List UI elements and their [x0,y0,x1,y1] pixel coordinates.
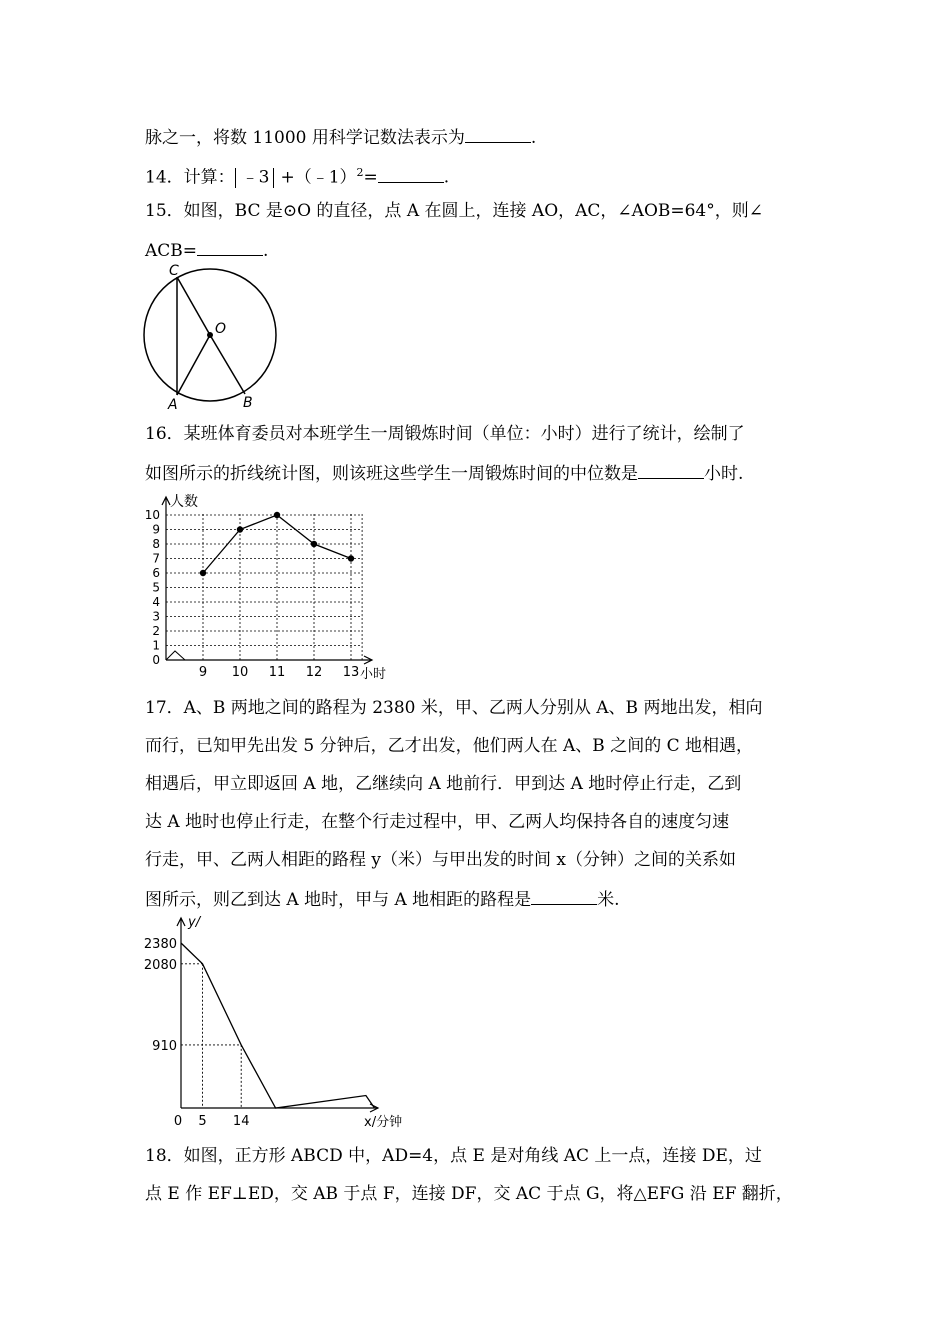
x-tick-label: 11 [268,665,286,680]
text-line-17: 17．A、B 两地之间的路程为 2380 米，甲、乙两人分别从 A、B 两地出发，相向 [145,698,763,718]
segment-ao [177,335,210,395]
y-tick-label: 5 [152,580,160,595]
y-tick-label: 4 [152,595,160,609]
abs-open [235,168,242,188]
y-axis-label: 人数 [170,494,198,510]
y-tick-label: 0 [152,653,160,667]
x-tick-label: 0 [173,1114,183,1129]
exponent: 2 [356,166,364,179]
x-axis-label: 小时 [360,667,387,682]
x-tick-label: 10 [231,665,249,680]
line-12-text: 图所示，则乙到达 A 地时，甲与 A 地相距的路程是 [145,890,532,910]
answer-blank-16[interactable] [638,461,704,479]
y-tick-label: 1 [152,638,160,653]
data-point [237,526,243,532]
y-axis-label: y/ [188,915,201,930]
x-axis-label: x/分钟 [364,1115,403,1130]
data-point [311,541,317,547]
label-c: C [169,263,179,279]
y-tick-label: 9 [152,522,160,537]
circle-figure [135,260,285,410]
answer-blank-15[interactable] [197,238,263,256]
segment-co [177,277,210,335]
acb-label: ACB= [145,241,198,261]
text-line-17d: 达 A 地时也停止行走，在整个行走过程中，甲、乙两人均保持各自的速度匀速 [145,812,730,832]
answer-blank-17[interactable] [531,887,597,905]
y-tick-label: 7 [152,551,160,566]
x-tick-label: 9 [198,665,208,680]
text-line-15b [145,238,268,262]
line-6-text: 如图所示的折线统计图，则该班这些学生一周锻炼时间的中位数是 [145,464,638,484]
text-line-16b [145,461,743,485]
y-tick-label: 2 [152,624,160,638]
line-1-text: 脉之一，将数 11000 用科学记数法表示为 [145,128,465,148]
line-4-end: . [263,241,269,261]
label-b: B [243,395,253,410]
line-1-end: . [530,128,537,148]
x-tick-label: 5 [198,1114,207,1129]
text-line-18: 18．如图，正方形 ABCD 中，AD=4，点 E 是对角线 AC 上一点，连接 DE，过 [145,1146,762,1166]
abs-value: ﹣3 [241,167,270,188]
y-tick-label: 2380 [143,937,177,952]
line-6-end: 小时. [704,464,744,484]
text-line-1 [145,125,536,149]
text-line-16: 16．某班体育委员对本班学生一周锻炼时间（单位：小时）进行了统计，绘制了 [145,424,745,444]
data-point [200,570,206,576]
y-tick-label: 10 [144,508,160,522]
y-tick-label: 8 [152,537,160,551]
x-tick-label: 13 [342,665,360,680]
text-line-17c: 相遇后，甲立即返回 A 地，乙继续向 A 地前行．甲到达 A 地时停止行走，乙到 [145,774,742,794]
line-chart-exercise-time [140,488,400,683]
text-line-17f [145,887,620,911]
text-line-14 [145,162,449,189]
answer-blank-13[interactable] [465,125,531,143]
label-o: O [215,321,227,337]
q14-expression: +（﹣1） [280,167,357,188]
answer-blank-14[interactable] [378,165,444,183]
text-line-18b: 点 E 作 EF⊥ED，交 AB 于点 F，连接 DF，交 AC 于点 G，将△EFG 沿 EF 翻折， [145,1184,793,1204]
text-line-17e: 行走，甲、乙两人相距的路程 y（米）与甲出发的时间 x（分钟）之间的关系如 [145,850,736,870]
y-tick-label: 3 [152,609,160,624]
axis-break [166,651,185,660]
line-chart-distance [140,910,440,1135]
text-line-15: 15．如图，BC 是⊙O 的直径，点 A 在圆上，连接 AO，AC，∠AOB=64°，则∠ [145,201,763,221]
q14-label: 14．计算： [145,167,235,188]
equals-sign: = [363,167,378,188]
y-tick-label: 910 [152,1038,177,1054]
segment-ob [210,335,245,394]
text-line-17b: 而行，已知甲先出发 5 分钟后，乙才出发，他们两人在 A、B 之间的 C 地相遇， [145,736,754,756]
line-12-end: 米. [597,890,620,910]
y-tick-label: 6 [152,566,160,580]
center-point [207,332,213,338]
data-point [274,512,280,518]
data-point [348,555,354,561]
y-tick-label: 2080 [143,957,177,973]
line-2-end: . [443,167,450,188]
series-line [181,943,375,1108]
x-tick-label: 12 [305,665,323,680]
x-tick-label: 14 [232,1114,250,1129]
label-a: A [168,397,178,410]
